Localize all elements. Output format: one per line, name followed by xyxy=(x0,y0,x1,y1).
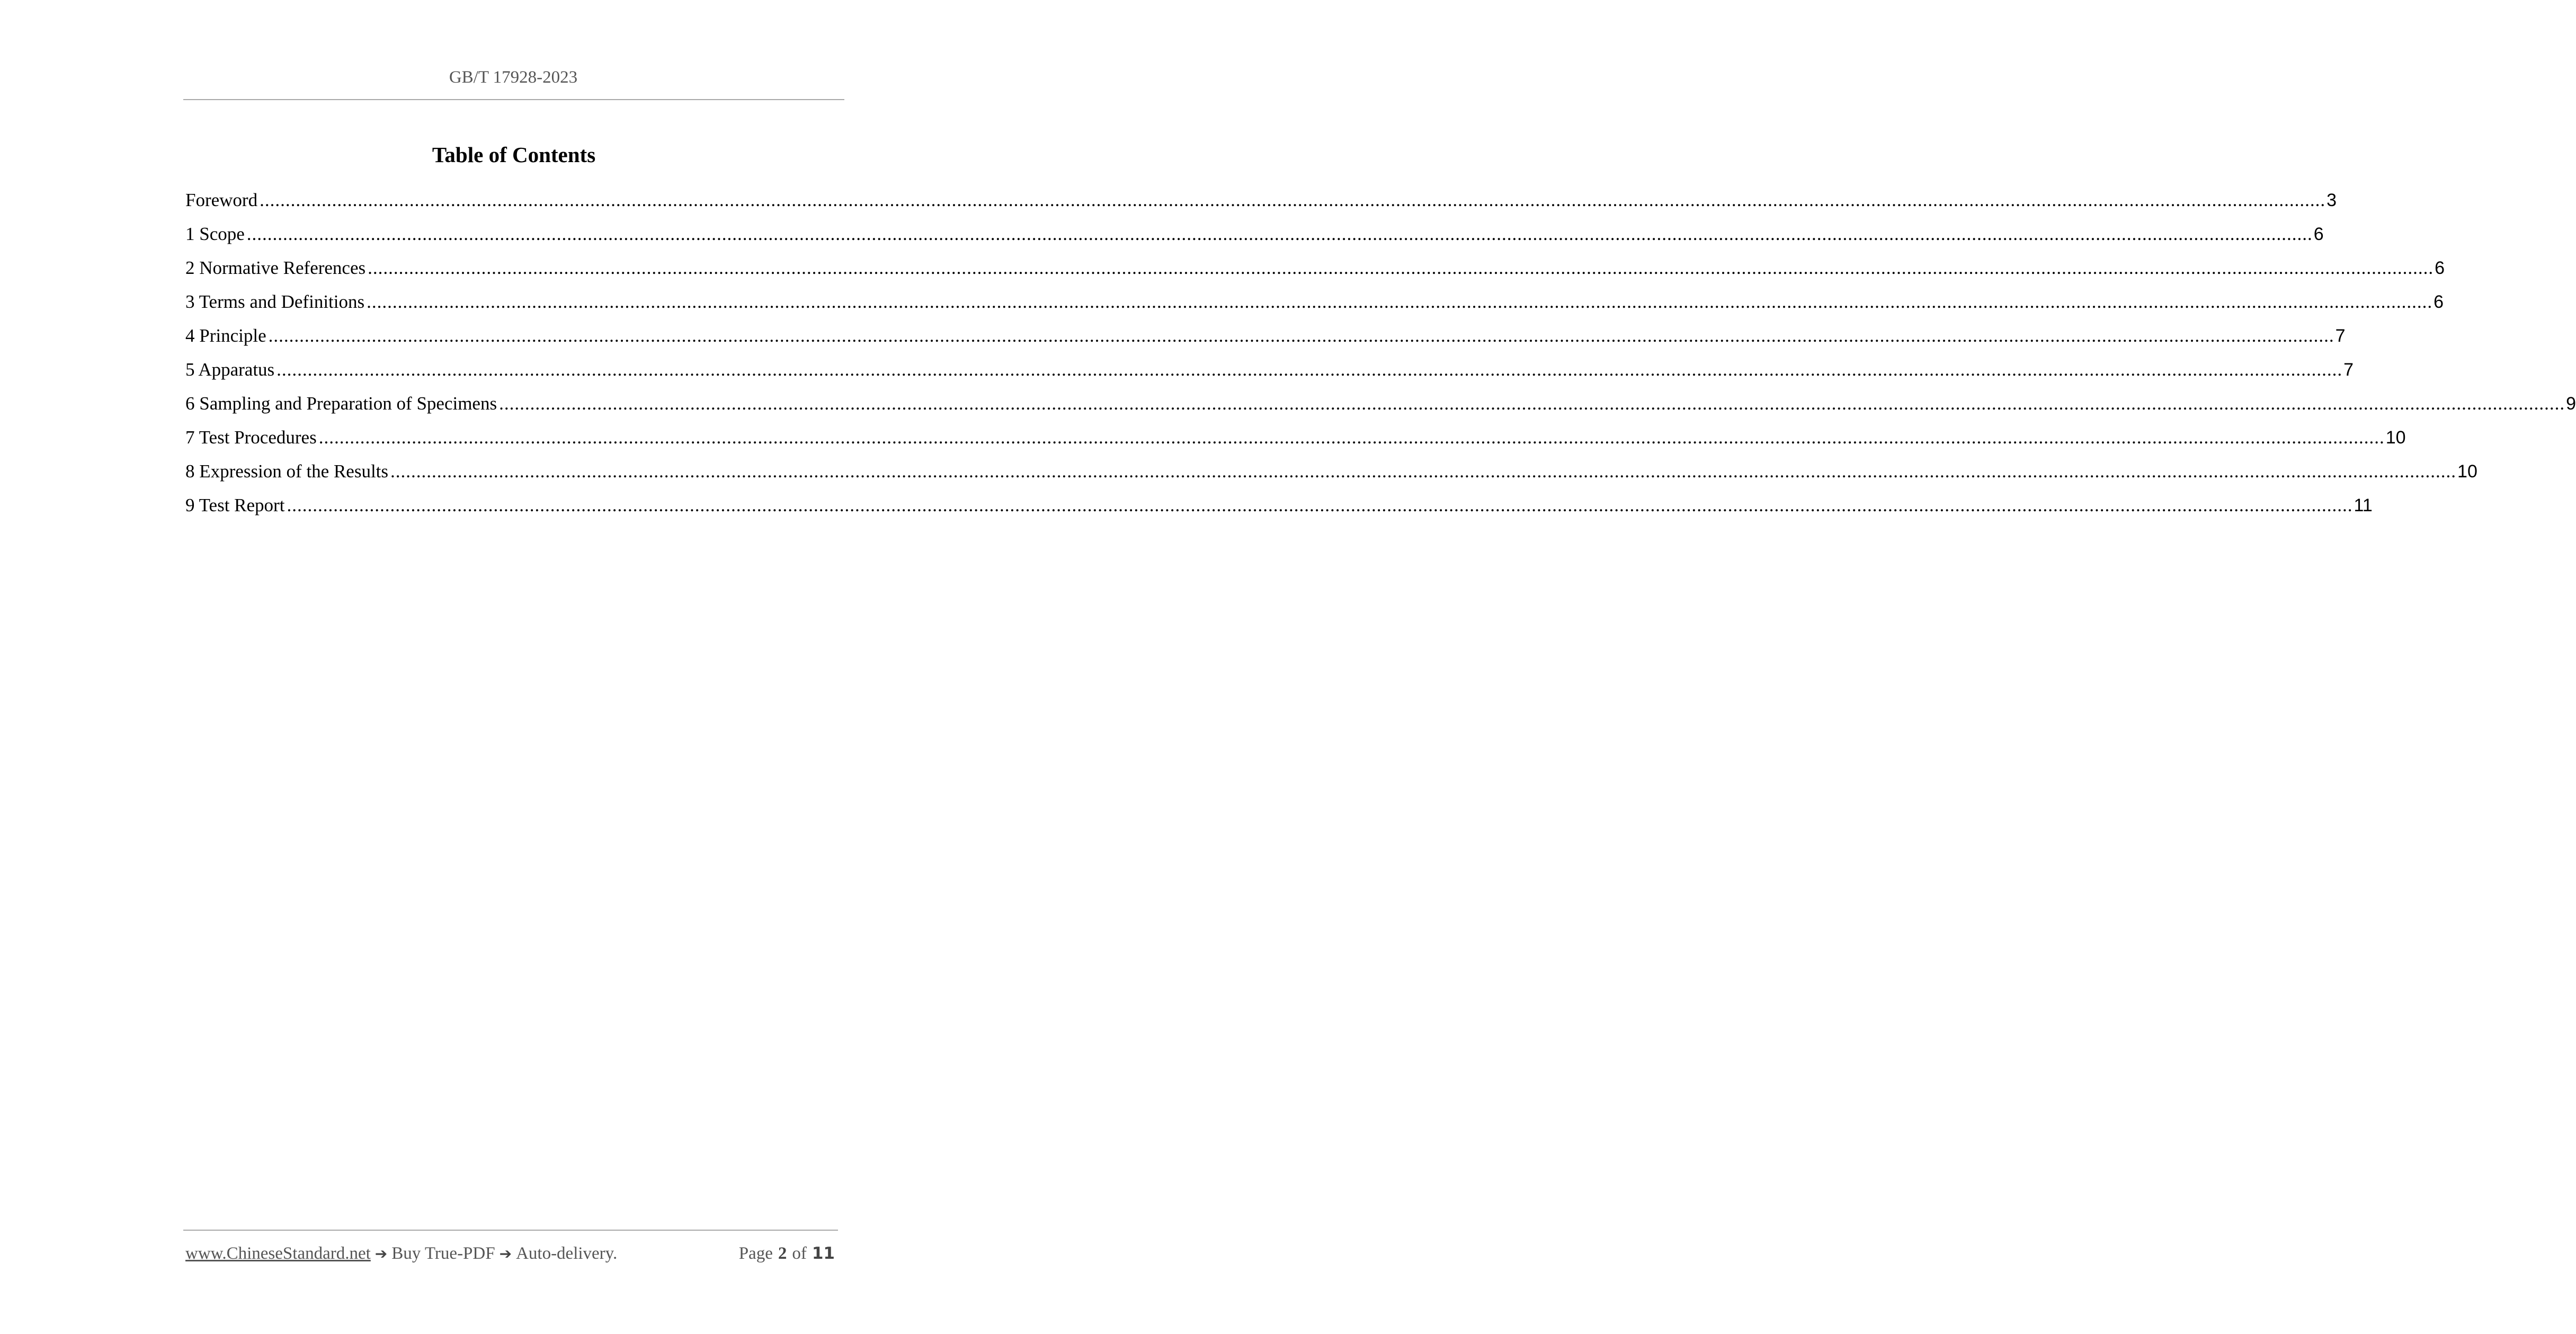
toc-entry-label: 2 Normative References xyxy=(185,257,366,278)
toc-entry-sampling[interactable] xyxy=(185,390,2576,424)
toc-heading: Table of Contents xyxy=(432,143,596,167)
toc-entry-page: 7 xyxy=(2343,360,2354,380)
toc-dot-leader: ................................................................................................................................................................................................................................................................................................................................................................................................................ xyxy=(390,461,2457,482)
footer-step-buy: Buy True-PDF xyxy=(391,1244,495,1263)
toc-list xyxy=(185,186,2576,526)
toc-entry-label: 9 Test Report xyxy=(185,495,285,515)
toc-entry-expression-of-results[interactable] xyxy=(185,458,2477,492)
arrow-right-icon: ➔ xyxy=(375,1245,388,1262)
page-footer xyxy=(185,1242,838,1265)
toc-entry-label: 8 Expression of the Results xyxy=(185,461,389,482)
page-counter xyxy=(739,1242,835,1265)
toc-entry-page: 7 xyxy=(2335,326,2346,346)
toc-dot-leader: ................................................................................................................................................................................................................................................................................................................................................................................................................ xyxy=(367,291,2433,312)
header-divider xyxy=(183,99,844,100)
toc-entry-terms-and-definitions[interactable] xyxy=(185,288,2444,322)
toc-entry-test-report[interactable] xyxy=(185,492,2373,526)
toc-dot-leader: ................................................................................................................................................................................................................................................................................................................................................................................................................ xyxy=(260,190,2326,210)
toc-dot-leader: ................................................................................................................................................................................................................................................................................................................................................................................................................ xyxy=(246,224,2313,244)
toc-dot-leader: ................................................................................................................................................................................................................................................................................................................................................................................................................ xyxy=(499,393,2565,414)
toc-entry-page: 6 xyxy=(2313,224,2324,244)
toc-entry-page: 6 xyxy=(2434,292,2444,312)
page-label: Page xyxy=(738,1244,773,1263)
toc-entry-test-procedures[interactable] xyxy=(185,424,2406,458)
footer-divider xyxy=(183,1230,838,1231)
toc-dot-leader: ................................................................................................................................................................................................................................................................................................................................................................................................................ xyxy=(268,325,2334,346)
toc-dot-leader: ................................................................................................................................................................................................................................................................................................................................................................................................................ xyxy=(318,427,2385,448)
toc-entry-page: 9 xyxy=(2566,394,2576,414)
arrow-right-icon: ➔ xyxy=(499,1245,512,1262)
toc-entry-page: 11 xyxy=(2354,495,2373,515)
toc-entry-normative-references[interactable] xyxy=(185,254,2445,288)
toc-dot-leader: ................................................................................................................................................................................................................................................................................................................................................................................................................ xyxy=(287,495,2353,515)
toc-entry-label: 6 Sampling and Preparation of Specimens xyxy=(185,393,497,414)
toc-entry-apparatus[interactable] xyxy=(185,356,2354,390)
toc-entry-label: 3 Terms and Definitions xyxy=(185,291,365,312)
footer-promo xyxy=(185,1242,617,1266)
toc-entry-label: 1 Scope xyxy=(185,224,245,244)
website-link[interactable]: www.ChineseStandard.net xyxy=(185,1244,371,1263)
toc-entry-page: 3 xyxy=(2327,190,2337,210)
toc-dot-leader: ................................................................................................................................................................................................................................................................................................................................................................................................................ xyxy=(277,359,2343,380)
toc-entry-label: 7 Test Procedures xyxy=(185,427,317,448)
total-page-count: 11 xyxy=(812,1244,835,1263)
toc-entry-label: 4 Principle xyxy=(185,325,266,346)
page-of-label: of xyxy=(792,1244,807,1263)
toc-entry-foreword[interactable] xyxy=(185,186,2337,220)
toc-entry-page: 10 xyxy=(2457,461,2477,482)
toc-entry-page: 6 xyxy=(2435,258,2445,278)
toc-entry-page: 10 xyxy=(2385,428,2406,448)
toc-entry-principle[interactable] xyxy=(185,322,2346,356)
document-header-title: GB/T 17928-2023 xyxy=(449,68,578,87)
footer-step-delivery: Auto-delivery. xyxy=(516,1244,618,1263)
toc-entry-label: 5 Apparatus xyxy=(185,359,275,380)
toc-entry-scope[interactable] xyxy=(185,220,2324,254)
toc-dot-leader: ................................................................................................................................................................................................................................................................................................................................................................................................................ xyxy=(368,257,2434,278)
current-page-number: 2 xyxy=(778,1244,787,1263)
toc-entry-label: Foreword xyxy=(185,190,258,210)
